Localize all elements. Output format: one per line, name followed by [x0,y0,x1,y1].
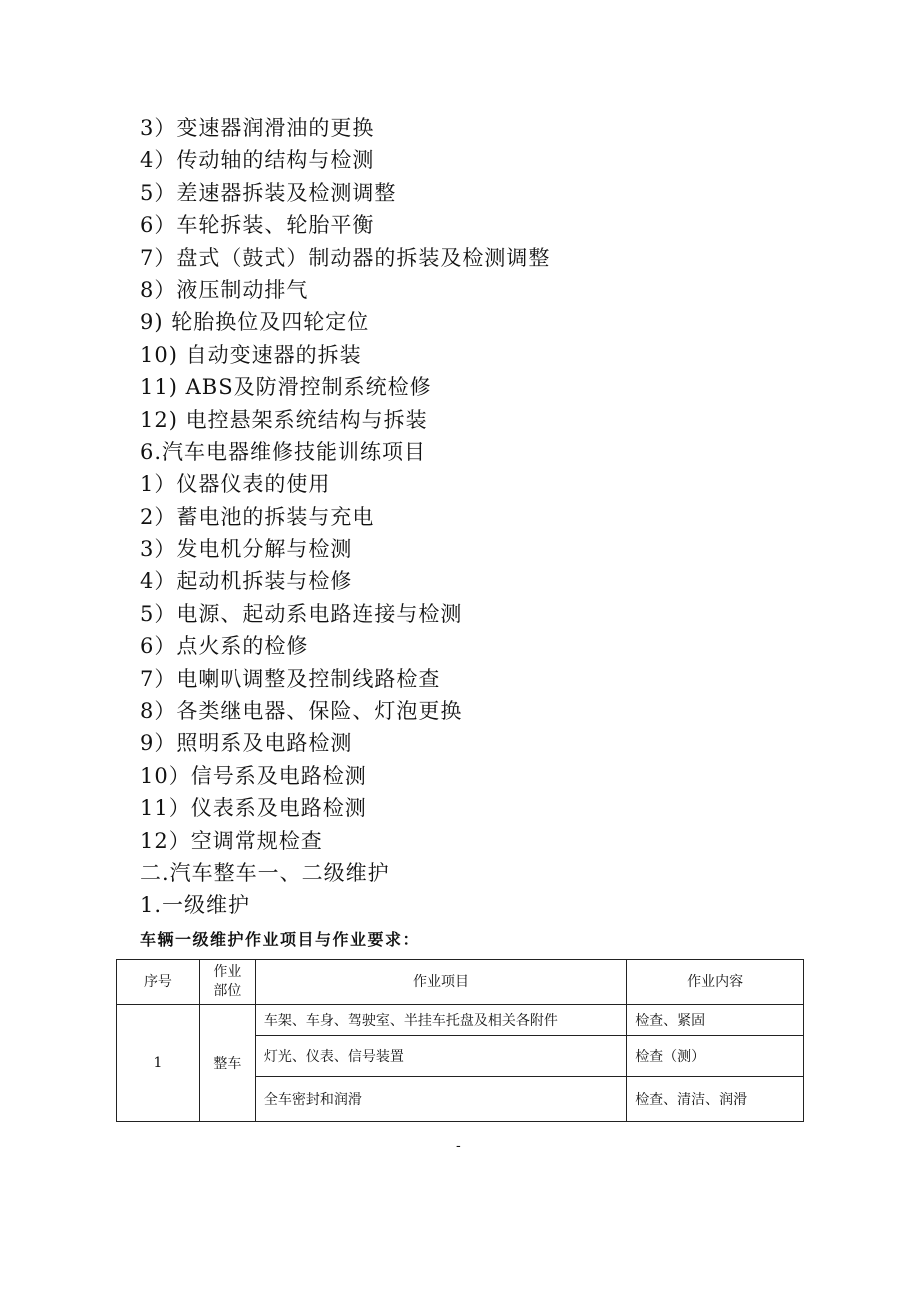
text-line: 4）传动轴的结构与检测 [140,148,375,173]
text-line: 4）起动机拆装与检修 [140,569,353,594]
text-line: 9）照明系及电路检测 [140,731,353,756]
text-line: 2）蓄电池的拆装与充电 [140,504,375,529]
table-caption: 车辆一级维护作业项目与作业要求： [140,930,421,949]
text-line: 8）液压制动排气 [140,277,309,302]
text-line: 6）点火系的检修 [140,634,309,659]
text-line: 7）盘式（鼓式）制动器的拆装及检测调整 [140,245,551,270]
text-line: 10）信号系及电路检测 [140,763,367,788]
text-line: 9) 轮胎换位及四轮定位 [140,310,370,335]
text-line: 3）变速器润滑油的更换 [140,116,375,140]
header-content: 作业内容 [627,960,804,1005]
text-line: 7）电喇叭调整及控制线路检查 [140,666,441,691]
text-line: 5）差速器拆装及检测调整 [140,180,397,205]
text-line: 6）车轮拆装、轮胎平衡 [140,213,375,238]
header-part-line1: 作业 [213,964,242,980]
cell-part: 整车 [199,1005,255,1122]
section-heading: 6.汽车电器维修技能训练项目 [140,439,427,464]
cell-item: 全车密封和润滑 [255,1077,626,1122]
text-line: 10) 自动变速器的拆装 [140,342,362,367]
cell-item: 车架、车身、驾驶室、半挂车托盘及相关各附件 [255,1005,626,1036]
cell-content: 检查（测） [627,1036,804,1077]
text-line: 12) 电控悬架系统结构与拆装 [140,407,428,432]
header-part [199,960,255,1005]
header-no: 序号 [117,960,200,1005]
table-header-row [117,960,804,1005]
table-row [117,1005,804,1036]
cell-item: 灯光、仪表、信号装置 [255,1036,626,1077]
maintenance-table [116,959,804,1122]
text-line: 11）仪表系及电路检测 [140,796,367,821]
cell-no: 1 [117,1005,200,1122]
text-line: 8）各类继电器、保险、灯泡更换 [140,699,463,724]
text-line: 5）电源、起动系电路连接与检测 [140,601,463,626]
subsection-heading: 1.一级维护 [140,893,251,918]
page-footer-mark: - [456,1138,461,1154]
text-lines [140,112,820,922]
cell-content: 检查、清洁、润滑 [627,1077,804,1122]
text-line: 12）空调常规检查 [140,828,323,853]
header-item: 作业项目 [255,960,626,1005]
header-part-line2: 部位 [213,983,242,999]
chapter-heading: 二.汽车整车一、二级维护 [140,860,390,885]
cell-content: 检查、紧固 [627,1005,804,1036]
text-line: 3）发电机分解与检测 [140,537,353,562]
text-line: 11) ABS及防滑控制系统检修 [140,375,432,400]
text-line: 1）仪器仪表的使用 [140,472,331,497]
